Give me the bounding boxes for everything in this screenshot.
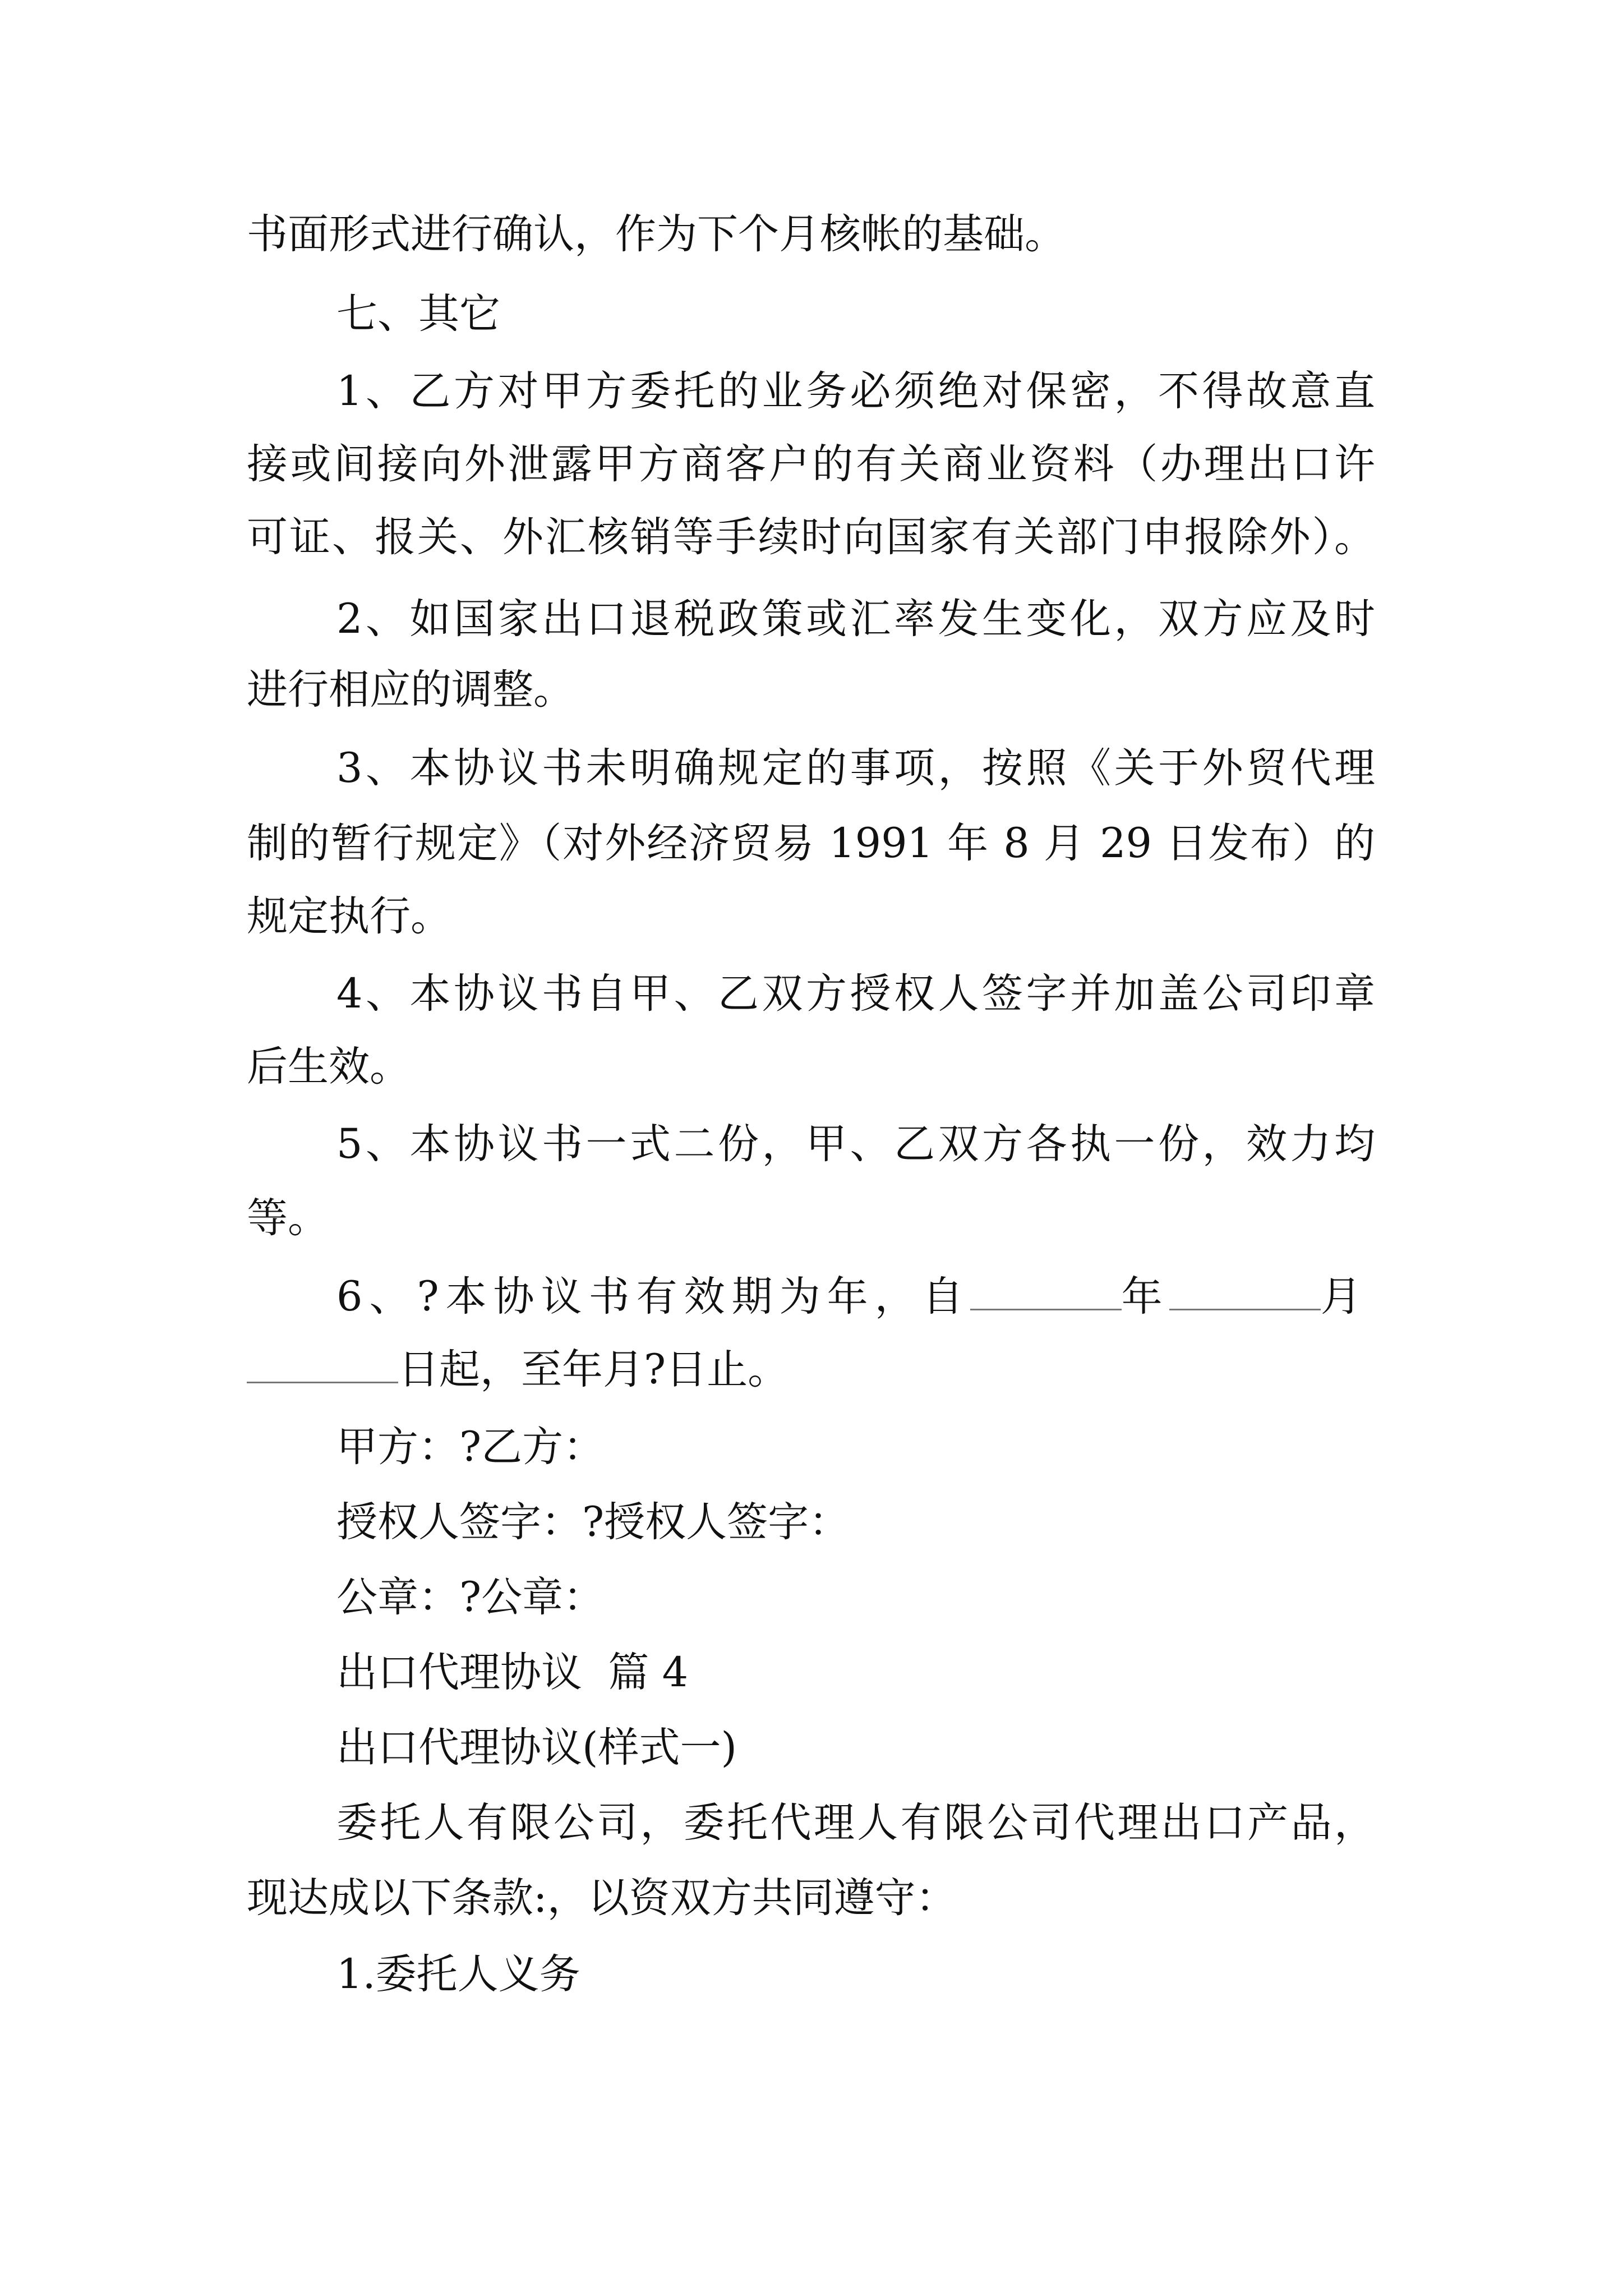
blank-year-field: [970, 1274, 1122, 1310]
signature-authorized-line: 授权人签字：?授权人签字：: [336, 1498, 850, 1546]
signature-seal-line: 公章：?公章：: [336, 1573, 605, 1621]
blank-day-field: [247, 1347, 398, 1383]
clause-3-line-1: 3、本协议书未明确规定的事项，按照《关于外贸代理: [336, 744, 1375, 792]
clause-5-line-1: 5、本协议书一式二份，甲、乙双方各执一份，效力均: [336, 1120, 1375, 1168]
clause-6-text-c: 月: [1320, 1273, 1368, 1320]
signature-party-line: 甲方：?乙方：: [336, 1423, 605, 1471]
intro-line-2: 现达成以下条款:，以资双方共同遵守：: [247, 1874, 957, 1922]
clause-6-text-d: 日起，至年月?日止。: [398, 1346, 789, 1393]
paragraph-line: 书面形式进行确认，作为下个月核帐的基础。: [247, 210, 1066, 258]
clause-4-line-1: 4、本协议书自甲、乙双方授权人签字并加盖公司印章: [336, 970, 1375, 1018]
clause-3-line-2: 制的暂行规定》（对外经济贸易 1991 年 8 月 29 日发布）的: [247, 820, 1375, 867]
section-title: 出口代理协议 篇 4: [336, 1649, 689, 1696]
clause-3-line-3: 规定执行。: [247, 892, 451, 940]
clause-1-line-2: 接或间接向外泄露甲方商客户的有关商业资料（办理出口许: [247, 440, 1375, 488]
clause-4-line-2: 后生效。: [247, 1043, 411, 1091]
clause-1-line-3: 可证、报关、外汇核销等手续时向国家有关部门申报除外）。: [247, 513, 1375, 561]
item-heading: 1.委托人义务: [336, 1950, 580, 1998]
intro-line-1: 委托人有限公司，委托代理人有限公司代理出口产品，: [336, 1799, 1375, 1847]
section-heading-other: 七、其它: [336, 290, 500, 338]
clause-1-line-1: 1、乙方对甲方委托的业务必须绝对保密，不得故意直: [336, 367, 1375, 415]
clause-5-line-2: 等。: [247, 1194, 329, 1242]
clause-2-line-1: 2、如国家出口退税政策或汇率发生变化，双方应及时: [336, 595, 1375, 643]
clause-6-line-2: [247, 1342, 789, 1398]
clause-6-text-a: 6、?本协议书有效期为年，自: [336, 1273, 970, 1320]
form-title: 出口代理协议(样式一): [336, 1724, 737, 1772]
clause-2-line-2: 进行相应的调整。: [247, 666, 574, 714]
clause-6-line-1: [336, 1269, 1368, 1325]
blank-month-field: [1169, 1274, 1321, 1310]
clause-6-text-b: 年: [1121, 1273, 1169, 1320]
